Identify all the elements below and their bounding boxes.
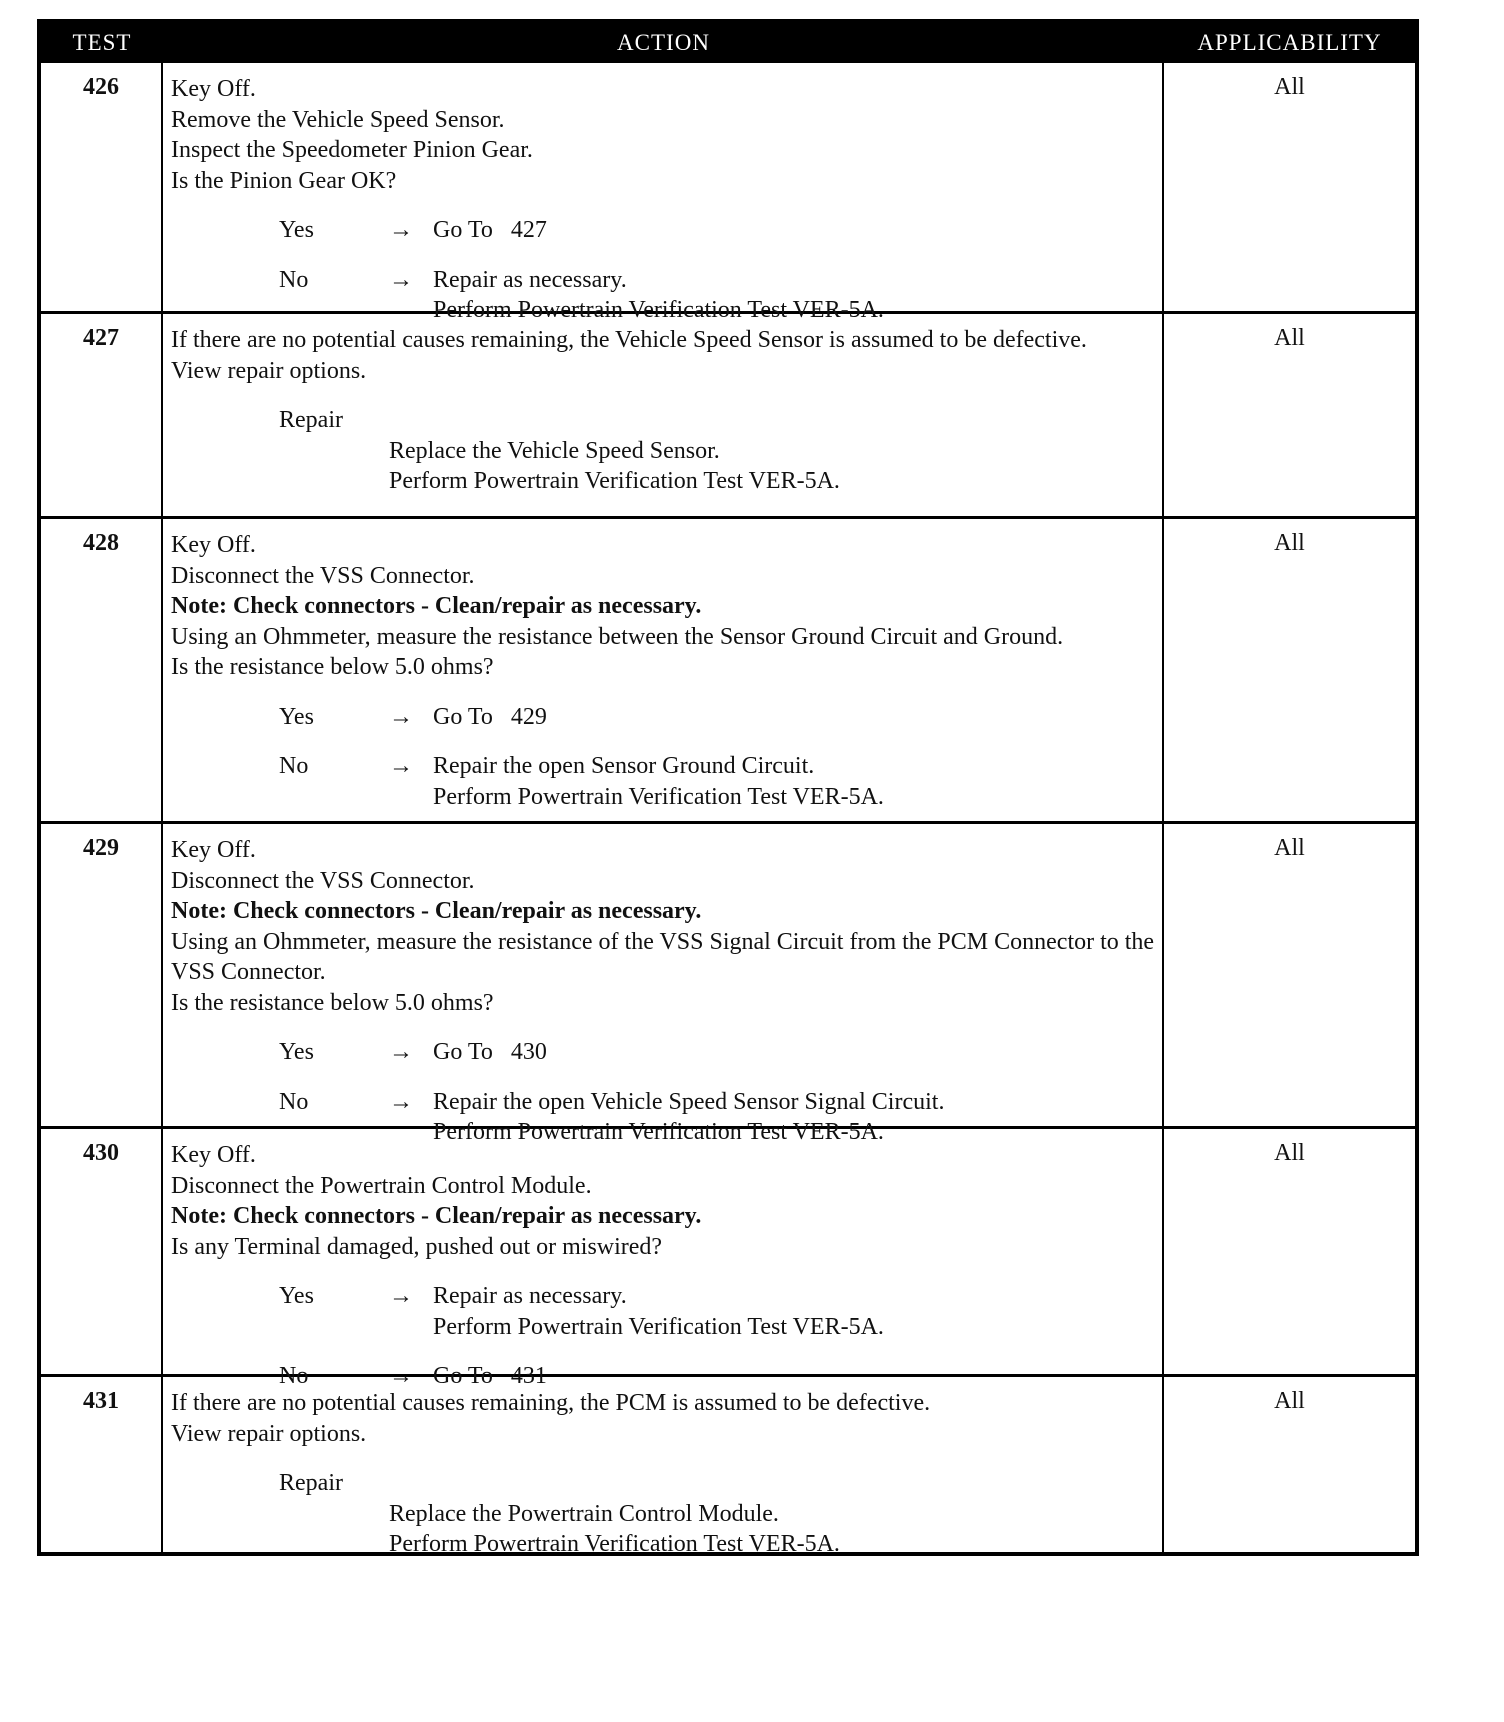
- result-text: Go To 431: [433, 1363, 547, 1389]
- table-row: [41, 1374, 1415, 1557]
- action-text: Remove the Vehicle Speed Sensor.: [171, 106, 505, 133]
- applicability-cell: All: [1274, 1388, 1305, 1414]
- repair-label: Repair: [279, 407, 343, 433]
- action-text: If there are no potential causes remaining, the Vehicle Speed Sensor is assumed to be defective.: [171, 327, 1087, 353]
- test-number: 430: [41, 1129, 163, 1374]
- note-text: Note: Check connectors - Clean/repair as necessary.: [171, 898, 702, 924]
- action-text: View repair options.: [171, 1420, 367, 1447]
- yes-label: Yes: [279, 703, 314, 730]
- no-label: No: [279, 266, 309, 293]
- result-text: Go To 427: [433, 217, 547, 243]
- yes-label: Yes: [279, 1039, 314, 1065]
- table-body: [41, 63, 1415, 1557]
- table-row: [41, 516, 1415, 821]
- action-text: Is the Pinion Gear OK?: [171, 167, 397, 194]
- repair-label: Repair: [279, 1470, 343, 1496]
- action-text: Using an Ohmmeter, measure the resistance of the VSS Signal Circuit from the PCM Connector to the VSS Connector.: [171, 928, 1155, 985]
- table-row: [41, 1126, 1415, 1389]
- action-text: Is the resistance below 5.0 ohms?: [171, 654, 494, 680]
- action-cell: [163, 314, 1164, 516]
- no-label: No: [279, 753, 309, 779]
- action-text: Key Off.: [171, 532, 256, 558]
- applicability-cell: All: [1274, 835, 1305, 861]
- action-text: View repair options.: [171, 357, 367, 384]
- yes-result: [433, 1281, 1156, 1342]
- action-cell: [163, 824, 1164, 1145]
- action-text: Key Off.: [171, 76, 256, 102]
- yes-label: Yes: [279, 217, 314, 243]
- action-text: Is any Terminal damaged, pushed out or miswired?: [171, 1233, 663, 1260]
- result-text: Perform Powertrain Verification Test VER-5A.: [433, 783, 884, 810]
- header-applicability: APPLICABILITY: [1197, 30, 1382, 55]
- action-cell: [163, 1129, 1164, 1389]
- test-number: 426: [41, 63, 163, 311]
- action-text: Inspect the Speedometer Pinion Gear.: [171, 137, 533, 163]
- diagnostic-test-table: [37, 19, 1419, 1556]
- applicability-cell: All: [1274, 1140, 1305, 1166]
- no-branch: [171, 751, 1156, 812]
- table-row: [41, 311, 1415, 516]
- action-text: Key Off.: [171, 837, 256, 863]
- action-text: Using an Ohmmeter, measure the resistance between the Sensor Ground Circuit and Ground.: [171, 623, 1064, 650]
- action-text: Disconnect the VSS Connector.: [171, 562, 475, 589]
- yes-branch: [171, 1281, 1156, 1342]
- yes-branch: [171, 702, 1156, 733]
- arrow-icon: →: [389, 1363, 413, 1389]
- action-cell: [163, 63, 1164, 323]
- table-header: [41, 23, 1415, 63]
- test-number: 429: [41, 824, 163, 1126]
- test-number: 428: [41, 519, 163, 821]
- header-action: ACTION: [617, 30, 710, 55]
- action-text: If there are no potential causes remaining, the PCM is assumed to be defective.: [171, 1390, 931, 1416]
- yes-result: [433, 1037, 1156, 1068]
- no-result: [433, 751, 1156, 812]
- no-label: No: [279, 1363, 309, 1389]
- note-text: Note: Check connectors - Clean/repair as necessary.: [171, 593, 702, 619]
- test-number: 431: [41, 1377, 163, 1552]
- result-text: Repair as necessary.: [433, 1283, 627, 1309]
- yes-result: [433, 702, 1156, 733]
- yes-branch: [171, 215, 1156, 246]
- repair-text: Replace the Powertrain Control Module.: [389, 1500, 779, 1527]
- arrow-icon: →: [389, 266, 413, 293]
- arrow-icon: →: [389, 753, 413, 779]
- arrow-icon: →: [389, 217, 413, 243]
- action-text: Is the resistance below 5.0 ohms?: [171, 989, 494, 1016]
- applicability-cell: All: [1274, 325, 1305, 351]
- result-text: Repair the open Sensor Ground Circuit.: [433, 753, 815, 779]
- arrow-icon: →: [389, 1088, 413, 1115]
- result-text: Go To 429: [433, 703, 547, 730]
- yes-branch: [171, 1037, 1156, 1068]
- arrow-icon: →: [389, 1039, 413, 1065]
- test-number: 427: [41, 314, 163, 516]
- action-cell: [163, 519, 1164, 821]
- repair-text: Perform Powertrain Verification Test VER-5A.: [389, 468, 840, 494]
- action-text: Disconnect the Powertrain Control Module.: [171, 1172, 592, 1199]
- result-text: Perform Powertrain Verification Test VER-5A.: [433, 1119, 884, 1145]
- arrow-icon: →: [389, 1283, 413, 1309]
- result-text: Perform Powertrain Verification Test VER-5A.: [433, 1313, 884, 1340]
- note-text: Note: Check connectors - Clean/repair as necessary.: [171, 1203, 702, 1229]
- repair-text: Replace the Vehicle Speed Sensor.: [389, 437, 720, 464]
- applicability-cell: All: [1274, 74, 1305, 100]
- result-text: Repair as necessary.: [433, 266, 627, 293]
- action-text: Disconnect the VSS Connector.: [171, 867, 475, 894]
- action-text: Key Off.: [171, 1142, 256, 1168]
- result-text: Repair the open Vehicle Speed Sensor Signal Circuit.: [433, 1088, 945, 1115]
- yes-result: [433, 215, 1156, 246]
- repair-text: Perform Powertrain Verification Test VER-5A.: [389, 1531, 840, 1557]
- action-cell: [163, 1377, 1164, 1557]
- table-row: [41, 63, 1415, 323]
- no-label: No: [279, 1088, 309, 1115]
- table-row: [41, 821, 1415, 1145]
- header-test: TEST: [72, 30, 132, 55]
- yes-label: Yes: [279, 1283, 314, 1309]
- result-text: Go To 430: [433, 1039, 547, 1065]
- arrow-icon: →: [389, 703, 413, 730]
- result-text: Perform Powertrain Verification Test VER-5A.: [433, 297, 884, 323]
- applicability-cell: All: [1274, 530, 1305, 556]
